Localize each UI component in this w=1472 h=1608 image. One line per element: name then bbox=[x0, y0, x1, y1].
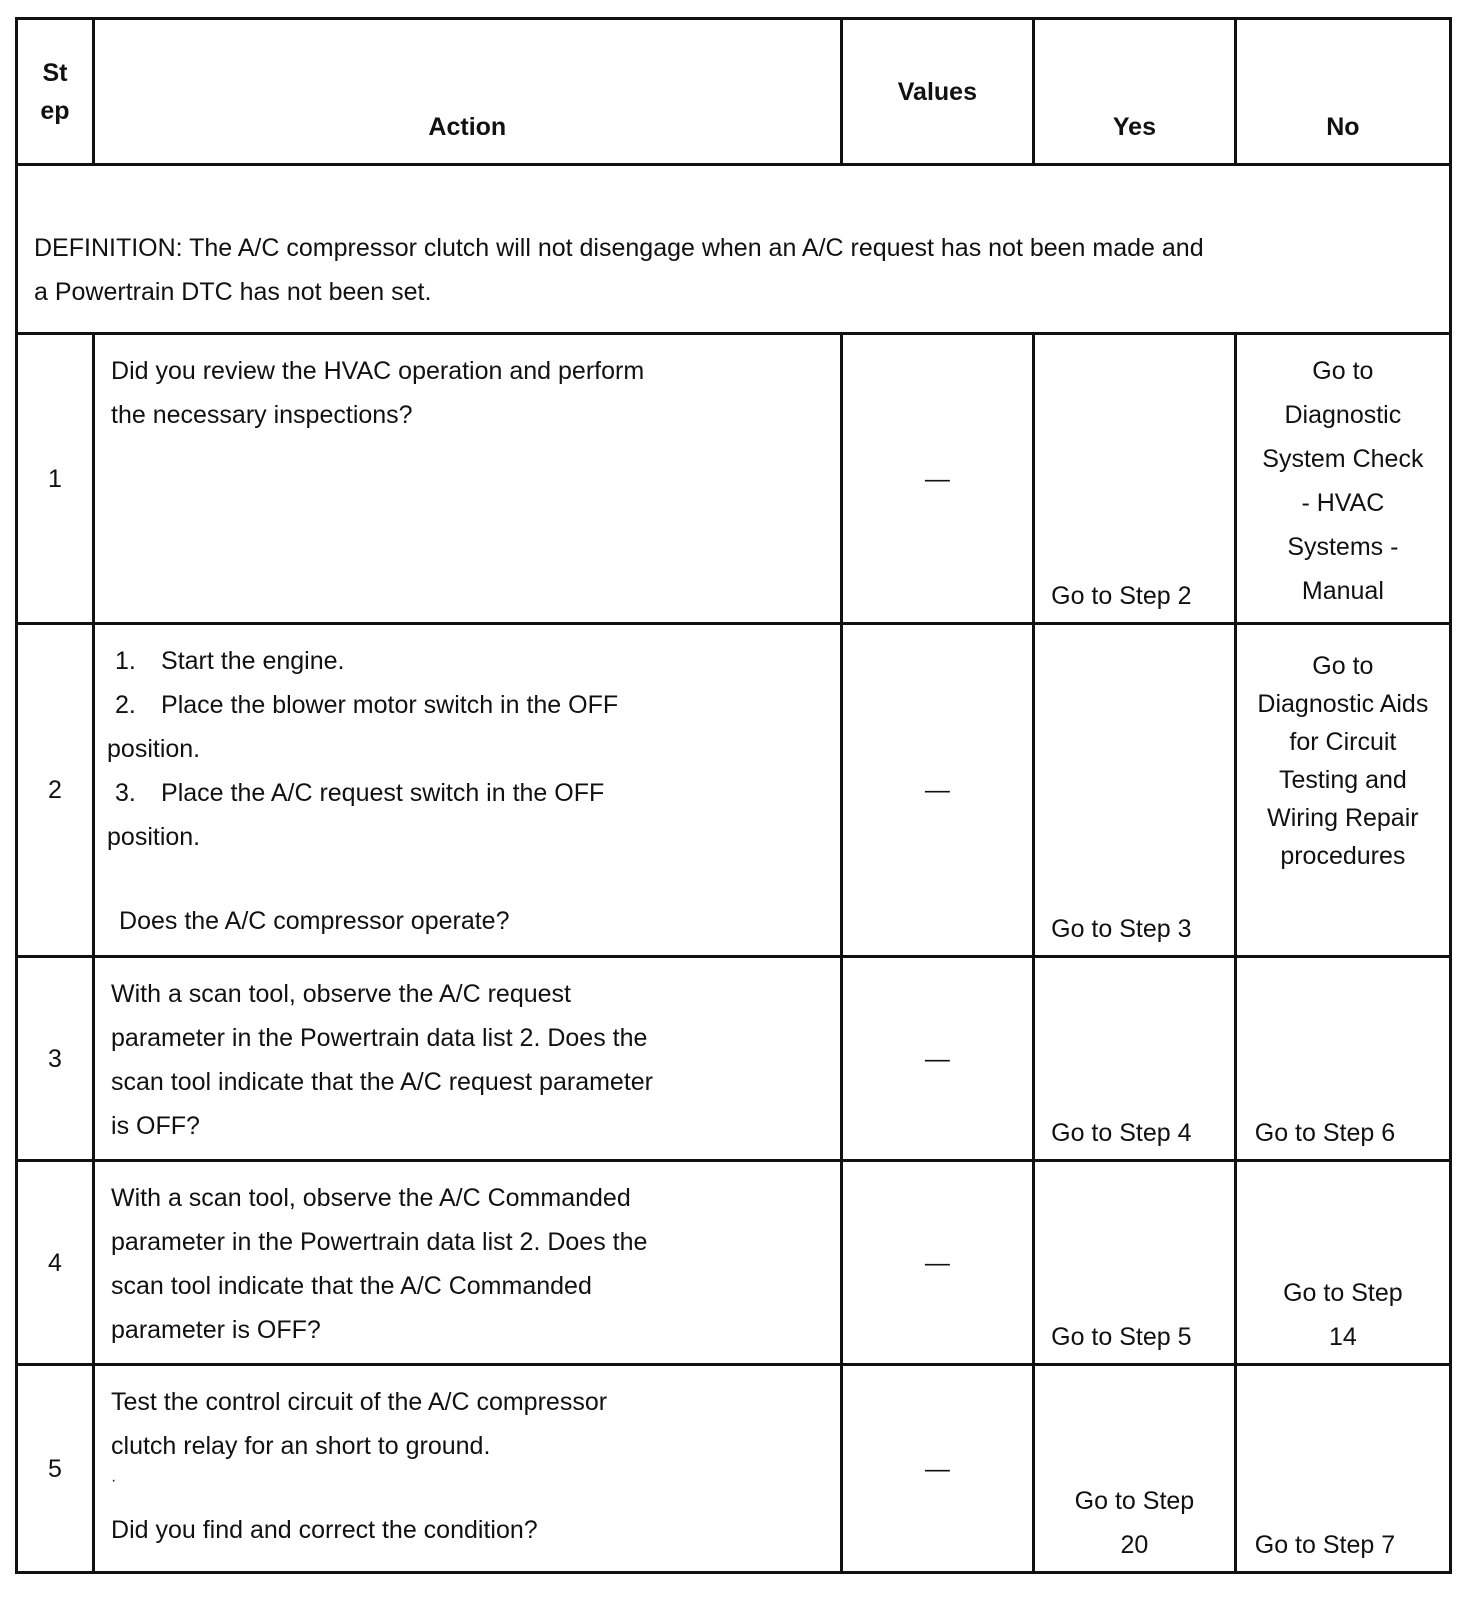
definition-row bbox=[17, 165, 1451, 334]
step-number: 4 bbox=[17, 1161, 94, 1365]
header-action-label: Action bbox=[428, 113, 507, 141]
header-no-label: No bbox=[1326, 113, 1360, 141]
action-line: is OFF? bbox=[111, 1112, 200, 1140]
header-step-line2: ep bbox=[40, 96, 70, 125]
table-row bbox=[17, 334, 1451, 624]
header-row bbox=[17, 19, 1451, 165]
action-cell bbox=[94, 334, 842, 624]
header-no bbox=[1235, 19, 1450, 165]
step-number: 3 bbox=[17, 957, 94, 1161]
header-values bbox=[841, 19, 1034, 165]
yes-cell[interactable]: Go to Step 5 bbox=[1034, 1161, 1236, 1365]
no-line: Systems - bbox=[1287, 533, 1399, 561]
action-line: With a scan tool, observe the A/C request bbox=[111, 980, 571, 1008]
action-line: the necessary inspections? bbox=[111, 401, 413, 429]
spacer bbox=[111, 859, 824, 899]
definition-line2: a Powertrain DTC has not been set. bbox=[34, 278, 432, 306]
list-number: 1. bbox=[115, 647, 136, 675]
value-cell: — bbox=[841, 1365, 1034, 1573]
table-row bbox=[17, 957, 1451, 1161]
question: Did you find and correct the condition? bbox=[111, 1516, 538, 1544]
no-line: Diagnostic bbox=[1284, 401, 1402, 429]
action-line: clutch relay for an short to ground. bbox=[111, 1432, 491, 1460]
no-cell[interactable] bbox=[1235, 1161, 1450, 1365]
no-line: 14 bbox=[1328, 1323, 1357, 1351]
list-item bbox=[107, 727, 824, 771]
no-line: Manual bbox=[1301, 577, 1384, 605]
step-number: 1 bbox=[17, 334, 94, 624]
list-text: position. bbox=[107, 735, 201, 763]
header-yes bbox=[1034, 19, 1236, 165]
action-cell bbox=[94, 624, 842, 957]
no-line: System Check bbox=[1262, 445, 1424, 473]
header-values-label: Values bbox=[897, 78, 977, 106]
list-text: Place the blower motor switch in the OFF bbox=[161, 691, 619, 719]
list-text: Start the engine. bbox=[161, 647, 345, 675]
list-text: position. bbox=[107, 823, 201, 851]
step-number: 5 bbox=[17, 1365, 94, 1573]
value-cell: — bbox=[841, 1161, 1034, 1365]
action-line: parameter in the Powertrain data list 2. Does the bbox=[111, 1024, 648, 1052]
header-action bbox=[94, 19, 842, 165]
yes-line: 20 bbox=[1120, 1531, 1149, 1559]
action-line: With a scan tool, observe the A/C Commanded bbox=[111, 1184, 631, 1212]
no-cell[interactable] bbox=[1235, 334, 1450, 624]
value-cell: — bbox=[841, 957, 1034, 1161]
question: Does the A/C compressor operate? bbox=[119, 907, 510, 935]
list-text: Place the A/C request switch in the OFF bbox=[161, 779, 605, 807]
action-line: scan tool indicate that the A/C request parameter bbox=[111, 1068, 653, 1096]
bullet-dot: · bbox=[111, 1472, 117, 1489]
yes-cell[interactable] bbox=[1034, 1365, 1236, 1573]
list-item bbox=[111, 771, 824, 815]
header-yes-label: Yes bbox=[1112, 113, 1156, 141]
action-cell bbox=[94, 957, 842, 1161]
table-row bbox=[17, 624, 1451, 957]
no-line: Wiring Repair bbox=[1267, 804, 1419, 832]
no-cell[interactable]: Go to Step 7 bbox=[1235, 1365, 1450, 1573]
action-cell bbox=[94, 1161, 842, 1365]
action-line: parameter is OFF? bbox=[111, 1316, 321, 1344]
definition-cell bbox=[17, 165, 1451, 334]
no-line: - HVAC bbox=[1301, 489, 1385, 517]
table-row bbox=[17, 1365, 1451, 1573]
header-step bbox=[17, 19, 94, 165]
definition-line1: DEFINITION: The A/C compressor clutch will not disengage when an A/C request has not been made and bbox=[34, 234, 1204, 262]
list-item bbox=[107, 815, 824, 859]
action-line: parameter in the Powertrain data list 2. Does the bbox=[111, 1228, 648, 1256]
no-line: Diagnostic Aids bbox=[1257, 690, 1429, 718]
yes-cell[interactable]: Go to Step 2 bbox=[1034, 334, 1236, 624]
no-line: procedures bbox=[1280, 842, 1406, 870]
no-line: Go to bbox=[1312, 652, 1374, 680]
no-line: Go to bbox=[1312, 357, 1374, 385]
no-line: Testing and bbox=[1278, 766, 1407, 794]
action-line: Did you review the HVAC operation and perform bbox=[111, 357, 645, 385]
list-item bbox=[111, 683, 824, 727]
action-line: Test the control circuit of the A/C compressor bbox=[111, 1388, 608, 1416]
yes-cell[interactable]: Go to Step 4 bbox=[1034, 957, 1236, 1161]
diagnostic-table bbox=[15, 17, 1452, 1574]
no-line: Go to Step bbox=[1283, 1279, 1403, 1307]
yes-cell[interactable]: Go to Step 3 bbox=[1034, 624, 1236, 957]
no-cell[interactable]: Go to Step 6 bbox=[1235, 957, 1450, 1161]
no-line: for Circuit bbox=[1289, 728, 1397, 756]
list-number: 2. bbox=[115, 691, 136, 719]
value-cell: — bbox=[841, 624, 1034, 957]
list-number: 3. bbox=[115, 779, 136, 807]
header-step-line1: St bbox=[42, 58, 68, 87]
action-line: scan tool indicate that the A/C Commanded bbox=[111, 1272, 592, 1300]
yes-line: Go to Step bbox=[1074, 1487, 1195, 1515]
no-cell[interactable] bbox=[1235, 624, 1450, 957]
list-item bbox=[111, 639, 824, 683]
step-number: 2 bbox=[17, 624, 94, 957]
table-row bbox=[17, 1161, 1451, 1365]
value-cell: — bbox=[841, 334, 1034, 624]
action-cell bbox=[94, 1365, 842, 1573]
action-list bbox=[107, 639, 824, 859]
